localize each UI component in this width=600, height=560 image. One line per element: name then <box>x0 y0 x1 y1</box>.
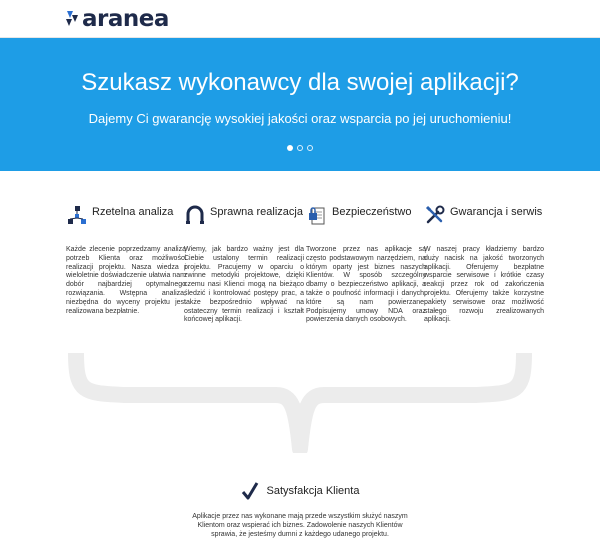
hero-banner <box>0 38 600 171</box>
features-section <box>0 171 600 376</box>
tools-icon <box>424 204 446 226</box>
feature-description: Tworzone przez nas aplikacje są często podstawowym narzędziem, na którym oparty jest biznes naszych Klientów. W sposób szczególny dbamy o bezpieczeństwo aplikacji, a także o poufność informacji i danych, które są nam powierzane. Podpisujemy umowy NDA oraz powierzenia danych osobowych. <box>306 246 426 324</box>
satisfaction-description: Aplikacje przez nas wykonane mają przede wszystkim służyć naszym Klientom oraz wspierać ich biznes. Zadowolenie naszych Klientów sprawia, że jesteśmy dumni z każdego udanego projektu. <box>192 513 408 538</box>
lock-document-icon <box>306 204 328 226</box>
slider-dot-1[interactable] <box>287 145 293 151</box>
magnet-icon <box>184 204 206 226</box>
feature-description: W naszej pracy kładziemy bardzo duży nacisk na jakość tworzonych aplikacji. Oferujemy bezpłatne wsparcie serwisowe i krótkie czasy reakcji przez rok od zakończenia projektu. Oferujemy także korzystne pakiety serwisowe oraz możliwość stałego rozwoju zrealizowanych aplikacji. <box>424 246 544 324</box>
slider-dot-2[interactable] <box>297 145 303 151</box>
aranea-logo[interactable] <box>64 6 169 32</box>
network-analysis-icon <box>66 204 88 226</box>
feature-title: Rzetelna analiza <box>92 206 174 218</box>
feature-title: Bezpieczeństwo <box>332 206 412 218</box>
feature-sprawna-realizacja <box>184 204 304 325</box>
hero-subtitle: Dajemy Ci gwarancję wysokiej jakości oraz wsparcia po jej uruchomieniu! <box>88 111 512 126</box>
slider-dots <box>0 145 600 151</box>
feature-rzetelna-analiza <box>66 204 186 316</box>
feature-bezpieczenstwo <box>306 204 426 325</box>
checkmark-icon <box>241 481 259 501</box>
feature-title: Gwarancja i serwis <box>450 206 543 218</box>
top-navigation-bar <box>0 0 600 38</box>
curly-brace-divider <box>64 353 536 453</box>
hero-title: Szukasz wykonawcy dla swojej aplikacji? <box>81 69 519 96</box>
slider-dot-3[interactable] <box>307 145 313 151</box>
feature-description: Każde zlecenie poprzedzamy analizą potrzeb Klienta oraz możliwości realizacji projektu. Nasza wiedza i wieloletnie doświadczenie ułatwia nam dobór najbardziej optymalnego rozwiązania. Wstępna analiza, niezbędna do wyceny projektu jest realizowana bezpłatnie. <box>66 246 186 315</box>
logo-text: aranea <box>82 6 169 32</box>
satisfaction-section <box>0 478 600 539</box>
feature-gwarancja-i-serwis <box>424 204 544 325</box>
logo-mark-icon <box>64 9 80 29</box>
feature-description: Wiemy, jak bardzo ważny jest dla Ciebie ustalony termin realizacji projektu. Pracujemy w oparciu o zwinne metodyki projektowe, dzięki czemu nasi Klienci mogą na bieżąco śledzić i kontrolować postępy prac, a także bezpośrednio wpływać na ostateczny termin realizacji i kształt końcowej aplikacji. <box>184 246 304 324</box>
satisfaction-title: Satysfakcja Klienta <box>266 485 360 497</box>
feature-title: Sprawna realizacja <box>210 206 303 218</box>
